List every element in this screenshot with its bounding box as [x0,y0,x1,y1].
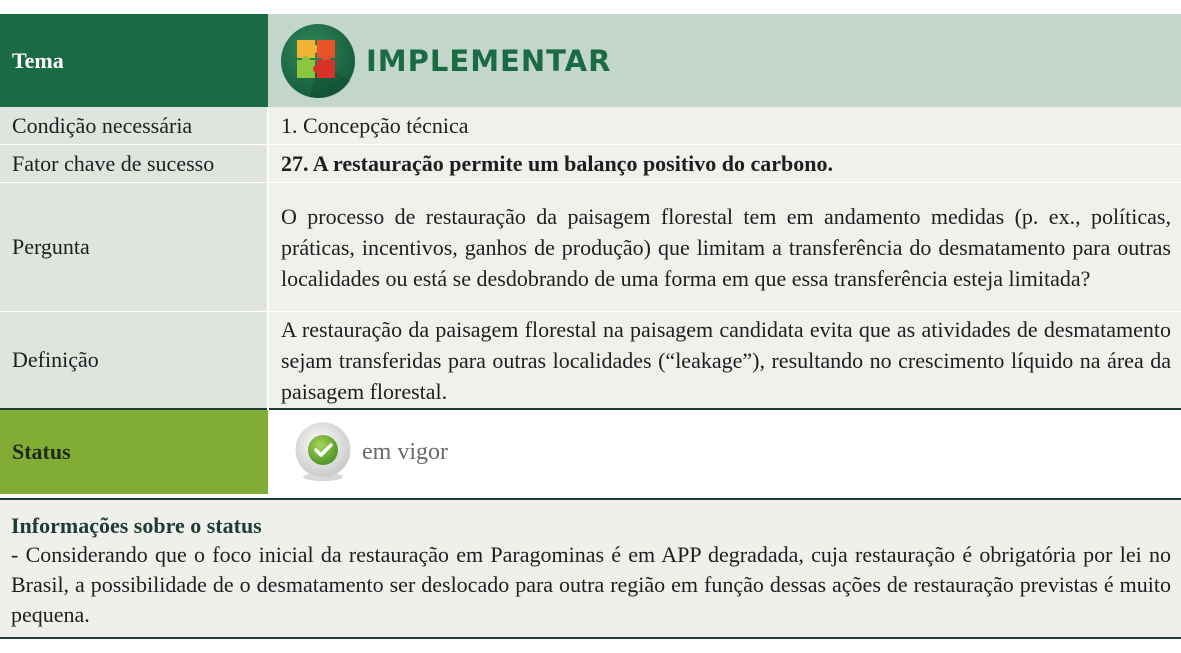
condicao-label: Condição necessária [0,107,268,145]
status-info-panel [0,498,1181,639]
check-circle-icon [288,417,358,487]
tema-row [0,14,1181,107]
definicao-value: A restauração da paisagem florestal na paisagem candidata evita que as atividades de desmatamento sejam transferidas para outras localidades (“leakage”), resultando no crescimento líquido na área da paisagem florestal. [268,312,1181,410]
criteria-sheet [0,14,1181,494]
status-row [0,409,1181,494]
status-label: Status [0,409,268,494]
puzzle-icon [280,23,356,99]
condicao-value: 1. Concepção técnica [268,107,1181,145]
status-info-title: Informações sobre o status [11,513,262,538]
status-info-body: - Considerando que o foco inicial da restauração em Paragominas é em APP degradada, cuja restauração é obrigatória por lei no Brasil, a possibilidade de o desmatamento ser deslocado para outra região em função dessas ações de restauração previstas é muito pequena. [11,542,1171,627]
pergunta-label: Pergunta [0,183,268,312]
definicao-label: Definição [0,312,268,410]
pergunta-value: O processo de restauração da paisagem florestal tem em andamento medidas (p. ex., políticas, práticas, incentivos, ganhos de produção) que limitam a transferência do desmatamento para outras localidades ou está se desdobrando de uma forma em que essa transferência esteja limitada? [268,183,1181,312]
fator-row [0,145,1181,183]
status-value-cell [268,409,1181,494]
pergunta-row [0,183,1181,312]
tema-value: IMPLEMENTAR [366,43,612,78]
tema-value-cell [268,14,1181,107]
condicao-row [0,107,1181,145]
tema-label: Tema [0,14,268,107]
definicao-row [0,312,1181,410]
criteria-table [0,14,1181,494]
fator-value: 27. A restauração permite um balanço positivo do carbono. [268,145,1181,183]
status-value: em vigor [362,438,448,465]
fator-label: Fator chave de sucesso [0,145,268,183]
